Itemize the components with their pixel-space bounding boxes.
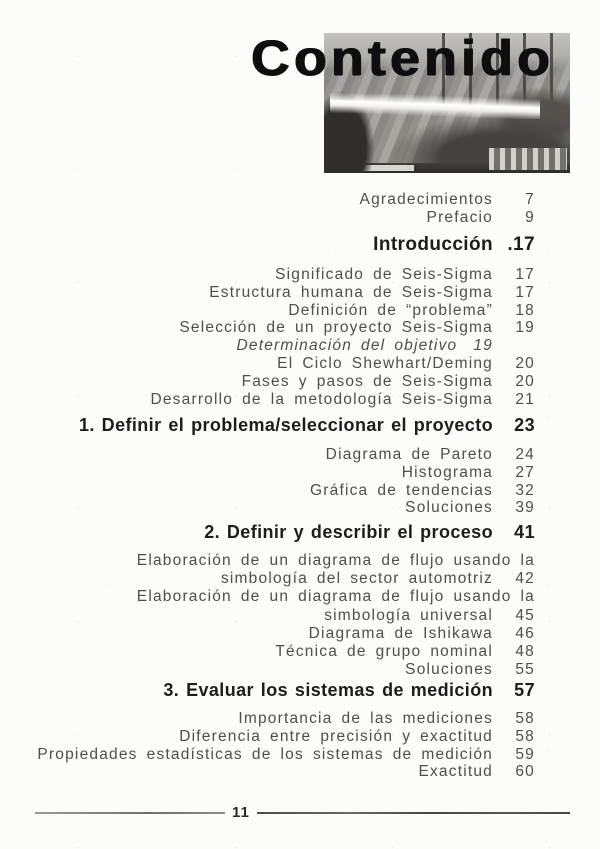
- toc-entry: Propiedades estadísticas de los sistemas de medición 59: [37, 745, 535, 763]
- toc-entry: Histograma 27: [401, 463, 535, 481]
- toc-section-1: [0, 446, 535, 517]
- page-number: 17: [515, 266, 535, 283]
- page-number: 57: [514, 680, 535, 700]
- page-footer: [35, 804, 570, 822]
- footer-rule-left: [35, 812, 225, 814]
- page-number: 55: [515, 661, 535, 679]
- page-number: 9: [525, 208, 535, 226]
- toc-entry-subitem: Determinación del objetivo 19: [236, 337, 493, 355]
- page-number: 19: [473, 337, 493, 355]
- toc-section-2: [0, 552, 535, 679]
- toc-entry: Agradecimientos 7: [359, 191, 535, 208]
- page-number: 58: [515, 727, 535, 745]
- section-heading-1: 1. Definir el problema/seleccionar el proyecto 23: [78, 415, 535, 435]
- footer-rule-right: [257, 812, 570, 814]
- toc-entry: El Ciclo Shewhart/Deming 20: [277, 354, 535, 372]
- page-number: 45: [515, 606, 535, 624]
- toc-section-introduccion: [0, 266, 535, 408]
- section-heading-introduccion: Introducción .17: [373, 234, 535, 255]
- toc-entry: Elaboración de un diagrama de flujo usando la simbología del sector automotriz 42: [136, 552, 535, 588]
- page-title: Contenido: [251, 30, 554, 86]
- toc-entry: Significado de Seis-Sigma 17: [275, 266, 535, 283]
- toc-entry: Importancia de las mediciones 58: [238, 710, 535, 727]
- toc-entry: Diagrama de Pareto 24: [325, 446, 535, 463]
- page-number: 20: [515, 354, 535, 372]
- page-number: 48: [515, 643, 535, 661]
- toc-entry: Gráfica de tendencias 32: [310, 481, 535, 499]
- toc-entry: Fases y pasos de Seis-Sigma 20: [241, 372, 535, 390]
- toc-entry: Prefacio 9: [426, 208, 535, 226]
- toc-entry: Selección de un proyecto Seis-Sigma 19: [179, 319, 535, 337]
- page-number: 32: [515, 481, 535, 499]
- page-number: 46: [515, 624, 535, 642]
- page-number: 17: [515, 283, 535, 301]
- page-number: 60: [515, 763, 535, 781]
- page-number: 59: [515, 745, 535, 763]
- page-number: 7: [525, 191, 535, 208]
- toc-entry: Soluciones 55: [405, 661, 535, 679]
- toc-entry: Diferencia entre precisión y exactitud 58: [179, 727, 535, 745]
- page-number: 20: [515, 372, 535, 390]
- toc-entry: Estructura humana de Seis-Sigma 17: [209, 283, 535, 301]
- page-number: 42: [515, 570, 535, 588]
- page-number: 27: [515, 463, 535, 481]
- section-heading-2: 2. Definir y describir el proceso 41: [204, 522, 535, 542]
- page-number: .17: [507, 234, 535, 255]
- toc-front-matter: [0, 191, 535, 227]
- toc-section-3: [0, 710, 535, 781]
- toc-entry: Elaboración de un diagrama de flujo usando la simbología universal 45: [136, 588, 535, 624]
- toc-entry: Soluciones 39: [405, 499, 535, 517]
- toc-entry: Diagrama de Ishikawa 46: [308, 624, 535, 642]
- folio-page-number: 11: [232, 804, 250, 821]
- toc-entry: Técnica de grupo nominal 48: [275, 643, 535, 661]
- toc-entry: Exactitud 60: [418, 763, 535, 781]
- page-number: 41: [514, 522, 535, 542]
- page-number: 23: [514, 415, 535, 435]
- page-number: 19: [515, 319, 535, 337]
- page-number: 39: [515, 499, 535, 517]
- page-number: 58: [515, 710, 535, 727]
- page-number: 21: [515, 390, 535, 408]
- toc-entry: Definición de “problema” 18: [288, 301, 535, 319]
- section-heading-3: 3. Evaluar los sistemas de medición 57: [163, 680, 535, 700]
- page-number: 24: [515, 446, 535, 463]
- page-number: 18: [515, 301, 535, 319]
- toc-entry: Desarrollo de la metodología Seis-Sigma 21: [150, 390, 535, 408]
